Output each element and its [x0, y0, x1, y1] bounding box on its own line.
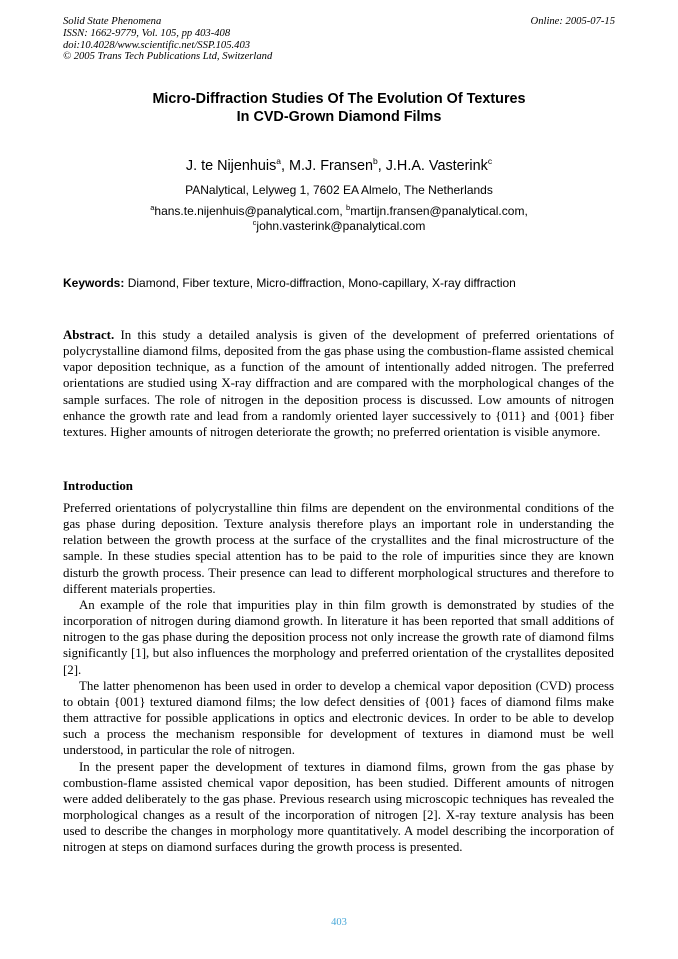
paragraph: In the present paper the development of textures in diamond films, grown from the gas phase by combustion-flame assisted chemical vapor deposition, has been studied. Different amounts of nitrogen were added deliberately to the gas phase. Previous research using microscopic techniques has revealed the morphological changes as a result of the incorporation of nitrogen [2]. X-ray texture analysis has been used to describe the changes in morphology more quantitatively. A model describing the incorporation of nitrogen at steps on diamond surfaces during the growth process is presented.: [63, 759, 614, 855]
affiliation: PANalytical, Lelyweg 1, 7602 EA Almelo, The Netherlands: [185, 183, 493, 197]
abstract-label: Abstract.: [63, 328, 115, 342]
abstract: [63, 327, 614, 440]
author-name: J.H.A. Vasterink: [385, 158, 488, 174]
title-line-1: Micro-Diffraction Studies Of The Evolution Of Textures: [152, 91, 526, 107]
title-line-2: In CVD-Grown Diamond Films: [236, 109, 442, 125]
email-link[interactable]: martijn.fransen@panalytical.com,: [350, 204, 528, 218]
email-mark: b: [346, 203, 351, 212]
journal-doi: doi:10.4028/www.scientific.net/SSP.105.403: [63, 39, 251, 51]
email-mark: c: [252, 217, 257, 227]
author-name: J. te Nijenhuis: [185, 158, 277, 174]
author-emails: [63, 204, 615, 233]
keywords: [63, 276, 615, 291]
email-line-2: [63, 219, 615, 234]
email-line-1: [63, 204, 615, 219]
author-list: [63, 157, 615, 175]
journal-header: [63, 16, 615, 63]
journal-copyright: © 2005 Trans Tech Publications Ltd, Switzerland: [63, 51, 273, 63]
keywords-text: Diamond, Fiber texture, Micro-diffraction, Mono-capillary, X-ray diffraction: [124, 276, 516, 290]
page-number: 403: [331, 917, 347, 928]
author-affiliation-mark: b: [373, 156, 378, 166]
keywords-label: Keywords:: [63, 276, 125, 290]
email-mark: a: [150, 203, 155, 212]
abstract-text: In this study a detailed analysis is given of the development of preferred orientations of polycrystalline diamond films, deposited from the gas phase using the combustion-flame assisted chemical vapor deposition technique, as a function of the amount of intentionally added nitrogen. The preferred orientations are studied using X-ray diffraction and are compared with the morphological changes of the sample surfaces. The role of nitrogen in the deposition process is discussed. Low amounts of nitrogen enhance the growth rate and lead from a randomly oriented layer successively to {011} and {001} fiber textures. Higher amounts of nitrogen deteriorate the growth; no preferred orientation is visible anymore.: [63, 328, 614, 439]
paragraph: The latter phenomenon has been used in order to develop a chemical vapor deposition (CVD) process to obtain {001} textured diamond films; the low defect densities of {001} faces of diamond films make them attractive for possible applications in optics and electronic devices. In order to be able to develop such a process the mechanism responsible for development of textures in diamond must be well understood, in particular the role of nitrogen.: [63, 678, 614, 758]
email-link[interactable]: john.vasterink@panalytical.com: [256, 218, 426, 233]
section-heading-introduction: Introduction: [63, 479, 133, 493]
journal-name: Solid State Phenomena: [63, 16, 162, 27]
journal-issn: ISSN: 1662-9779, Vol. 105, pp 403-408: [63, 27, 231, 39]
author-affiliation-mark: a: [276, 156, 282, 166]
online-date: Online: 2005-07-15: [530, 16, 615, 27]
author-name: M.J. Fransen: [289, 158, 373, 174]
paper-title: [63, 90, 615, 126]
paragraph: Preferred orientations of polycrystalline thin films are dependent on the environmental conditions of the gas phase during deposition. Texture analysis therefore plays an important role in understanding the relation between the growth process at the surface of the crystallites and the final microstructure of the sample. In these studies special attention has to be paid to the role of impurities since they are known disturb the growth process. Their presence can lead to different morphological structures and therefore to different materials properties.: [63, 501, 614, 596]
author-affiliation-mark: c: [487, 156, 493, 166]
author-separator: ,: [377, 158, 386, 174]
author-separator: ,: [281, 158, 290, 174]
paragraph: An example of the role that impurities play in thin film growth is demonstrated by studies of the incorporation of nitrogen during diamond growth. In literature it has been reported that small additions of nitrogen to the gas phase during the deposition process not only increase the growth rate of diamond films significantly [1], but also influences the morphology and preferred orientation of the crystallites deposited [2].: [63, 597, 614, 677]
email-link[interactable]: hans.te.nijenhuis@panalytical.com,: [154, 204, 347, 218]
introduction-body: [63, 500, 614, 855]
